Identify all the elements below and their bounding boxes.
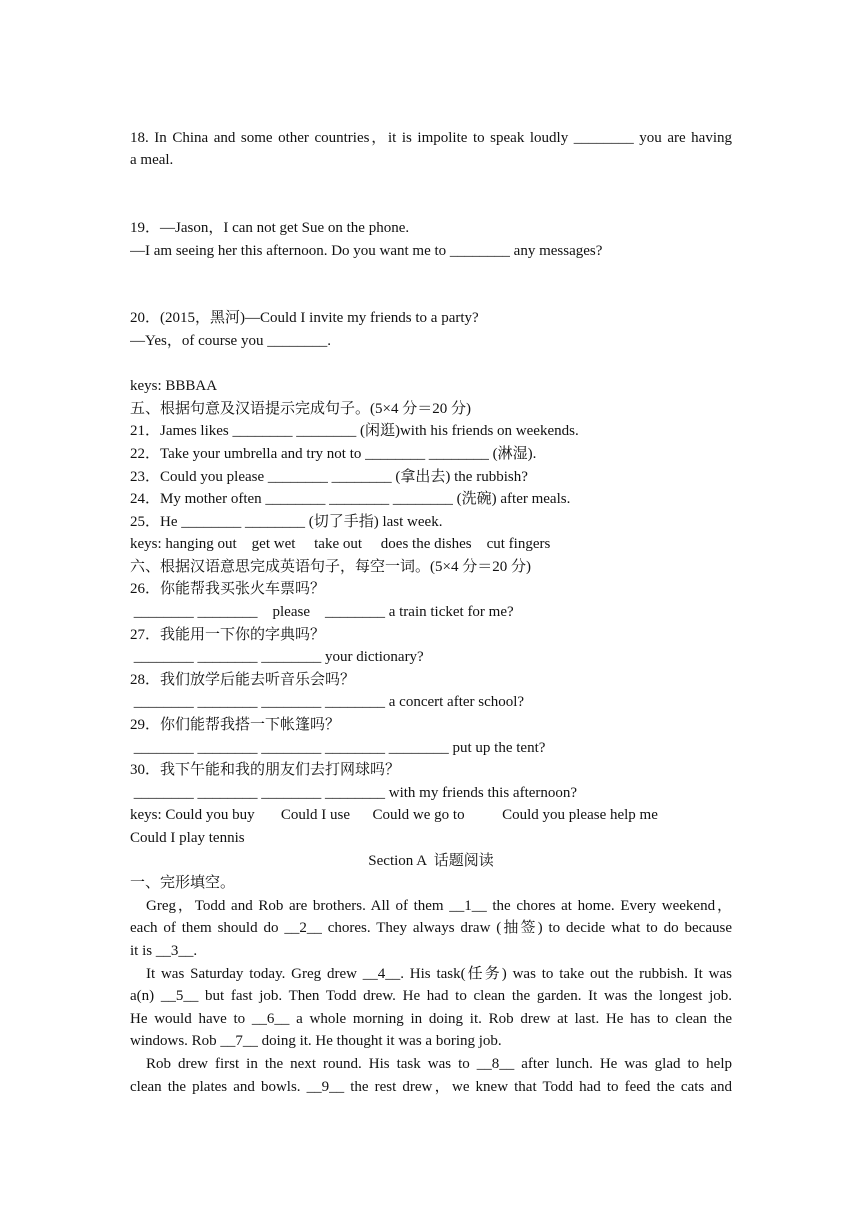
question-18-stem: 18. In China and some other countries，it is impolite to speak loudly ________ you are having <box>130 129 732 146</box>
passage-line: He would have to __6__ a whole morning in doing it. Rob drew at last. He has to clean the <box>130 1010 732 1027</box>
answer-keys: keys: Could you buy Could I use Could we go to Could you please help me <box>130 807 658 824</box>
passage-line: each of them should do __2__ chores. They always draw (抽签) to decide what to do because <box>130 920 732 937</box>
question-29-cn: 29．你们能帮我搭一下帐篷吗？ <box>130 717 341 734</box>
cloze-title: 一、完形填空。 <box>130 875 236 892</box>
passage-line: It was Saturday today. Greg drew __4__. His task(任务) was to take out the rubbish. It was <box>146 965 732 982</box>
question-28-en: ________ ________ ________ ________ a concert after school? <box>130 694 525 711</box>
section-5-title: 五、根据句意及汉语提示完成句子。(5×4 分＝20 分) <box>130 400 471 417</box>
question-26-cn: 26．你能帮我买张火车票吗？ <box>130 581 326 598</box>
question-19-options-ab <box>130 262 732 285</box>
question-18-options-cd <box>130 194 732 217</box>
passage-line: Greg，Todd and Rob are brothers. All of them __1__ the chores at home. Every weekend， <box>146 897 732 914</box>
exam-page <box>130 104 732 1098</box>
question-19-stem-cont: —I am seeing her this afternoon. Do you want me to ________ any messages? <box>130 242 603 259</box>
question-23: 23．Could you please ________ ________ (拿出去) the rubbish? <box>130 468 528 485</box>
answer-keys: keys: hanging out get wet take out does the dishes cut fingers <box>130 536 551 553</box>
passage-line: windows. Rob __7__ doing it. He thought it was a boring job. <box>130 1033 502 1050</box>
answer-keys-cont: Could I play tennis <box>130 830 245 846</box>
passage-line: a(n) __5__ but fast job. Then Todd drew. He had to clean the garden. It was the longest job. <box>130 988 732 1005</box>
question-19-stem: 19．—Jason，I can not get Sue on the phone. <box>130 219 410 236</box>
section-6-title: 六、根据汉语意思完成英语句子，每空一词。(5×4 分＝20 分) <box>130 558 531 575</box>
question-27-cn: 27．我能用一下你的字典吗？ <box>130 626 326 643</box>
question-18-stem-cont: a meal. <box>130 152 174 169</box>
passage-line: it is __3__. <box>130 942 198 959</box>
section-a-title: Section A 话题阅读 <box>368 852 494 869</box>
question-19-options-cd <box>130 285 732 308</box>
question-20-stem: 20．(2015，黑河)—Could I invite my friends to a party? <box>130 310 479 327</box>
question-21: 21．James likes ________ ________ (闲逛)with his friends on weekends. <box>130 423 579 440</box>
question-20-options <box>130 353 732 376</box>
answer-keys: keys: BBBAA <box>130 378 218 395</box>
question-26-en: ________ ________ please ________ a train ticket for me? <box>130 604 514 621</box>
question-20-stem-cont: —Yes，of course you ________. <box>130 332 331 349</box>
question-25: 25．He ________ ________ (切了手指) last week. <box>130 513 443 530</box>
question-29-en: ________ ________ ________ ________ ________ put up the tent? <box>130 739 546 756</box>
question-28-cn: 28．我们放学后能去听音乐会吗？ <box>130 671 356 688</box>
question-27-en: ________ ________ ________ your dictionary? <box>130 649 424 666</box>
passage-line: clean the plates and bowls. __9__ the rest drew，we knew that Todd had to feed the cats and <box>130 1078 732 1095</box>
question-24: 24．My mother often ________ ________ ________ (洗碗) after meals. <box>130 491 571 508</box>
question-18-options-ab <box>130 172 732 195</box>
question-22: 22．Take your umbrella and try not to ________ ________ (淋湿). <box>130 445 537 462</box>
question-17-options <box>130 104 732 127</box>
passage-line: Rob drew first in the next round. His task was to __8__ after lunch. He was glad to help <box>146 1055 732 1072</box>
question-30-cn: 30．我下午能和我的朋友们去打网球吗？ <box>130 762 401 779</box>
question-30-en: ________ ________ ________ ________ with my friends this afternoon? <box>130 784 578 801</box>
